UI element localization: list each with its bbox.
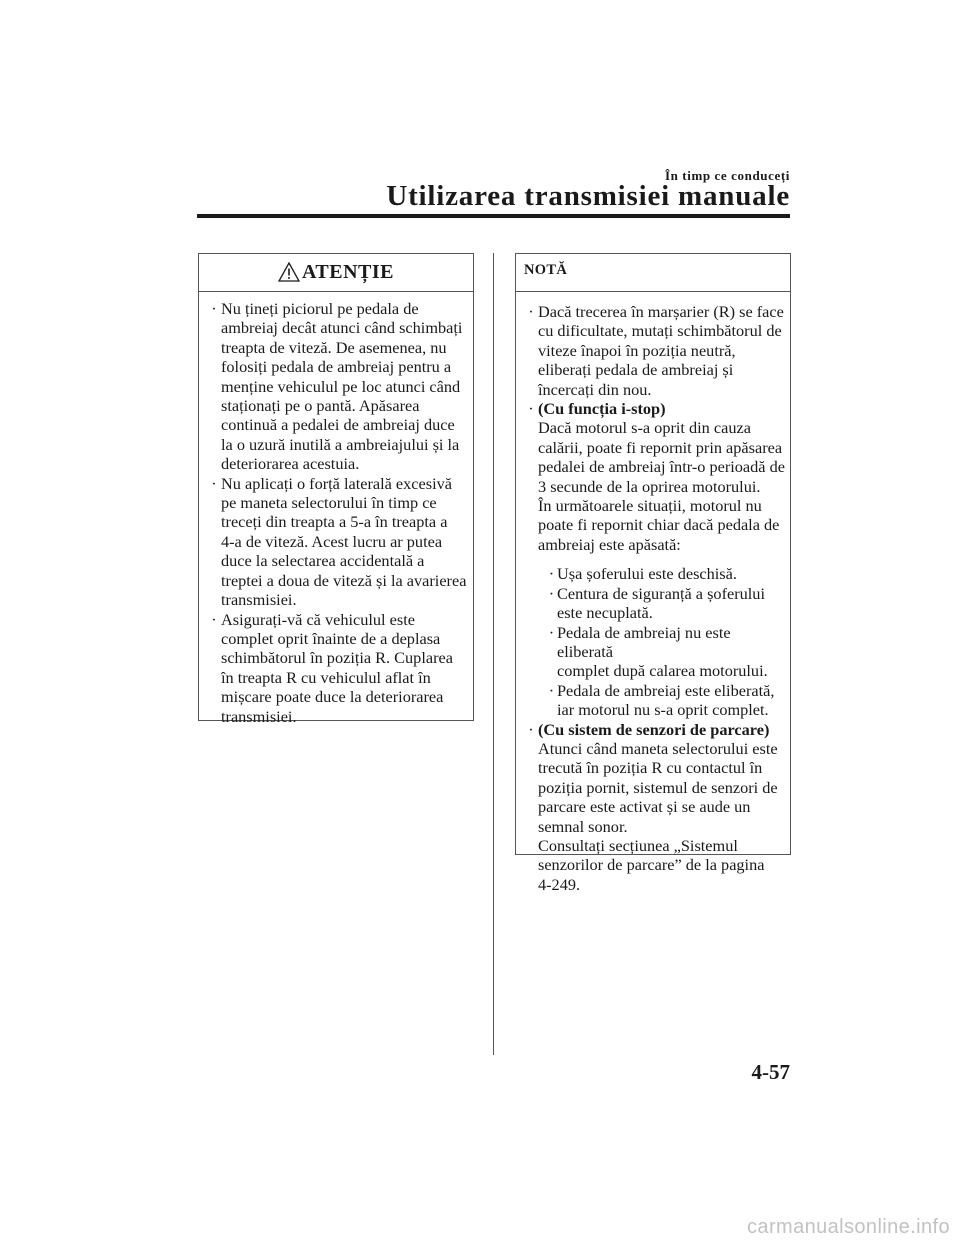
caution-header: [199, 254, 473, 292]
text-line: senzorilor de parcare” de la pagina: [538, 855, 765, 875]
text-line: la o uzură inutilă a ambreiajului și la: [221, 434, 460, 454]
text-line: Atunci când maneta selectorului este: [538, 738, 778, 758]
text-line: schimbătorul în poziția R. Cuplarea: [221, 648, 453, 668]
note-title: NOTĂ: [524, 262, 568, 278]
text-line: este necuplată.: [557, 603, 653, 623]
text-line: Dacă motorul s-a oprit din cauza: [538, 418, 751, 438]
text-line: calării, poate fi repornit prin apăsarea: [538, 437, 783, 457]
text-line: parcare este activat și se aude un: [538, 797, 751, 817]
bullet-icon: ·: [548, 564, 555, 584]
warning-triangle-icon: [278, 262, 300, 282]
bullet-icon: ·: [211, 299, 217, 318]
text-line: treceți din treapta a 5-a în treapta a: [221, 512, 448, 532]
header-rule: [197, 214, 790, 218]
text-line: eliberați pedala de ambreiaj și: [538, 360, 734, 380]
bullet-icon: ·: [211, 473, 217, 493]
note-item: [524, 302, 786, 399]
text-line: transmisiei.: [221, 590, 297, 610]
note-header: [516, 254, 790, 292]
text-line: continuă a pedalei de ambreiaj duce: [221, 415, 455, 435]
bullet-icon: ·: [528, 719, 534, 739]
bullet-icon: ·: [548, 583, 555, 603]
text-line: Centura de siguranță a șoferului: [557, 583, 765, 603]
text-line: viteze înapoi în poziția neutră,: [538, 340, 736, 360]
caution-item: [207, 474, 467, 610]
bullet-icon: ·: [528, 302, 534, 321]
text-line: încercați din nou.: [538, 379, 652, 399]
bullet-icon: ·: [211, 609, 217, 629]
text-line: Asigurați-vă că vehiculul este: [221, 609, 415, 629]
text-line: Ușa șoferului este deschisă.: [557, 564, 737, 584]
note-item: [524, 720, 786, 895]
sub-item: [546, 584, 782, 623]
sub-list: [538, 554, 786, 719]
text-line: în treapta R cu vehiculul aflat în: [221, 667, 431, 687]
text-line: semnal sonor.: [538, 816, 628, 836]
text-line: Dacă trecerea în marșarier (R) se face: [538, 302, 784, 321]
note-item-heading: (Cu sistem de senzori de parcare): [538, 719, 770, 739]
page-number: 4-57: [751, 1060, 790, 1084]
text-line: Consultați secțiunea „Sistemul: [538, 835, 738, 855]
text-line: 4-249.: [538, 874, 581, 894]
text-line: 4-a de viteză. Acest lucru ar putea: [221, 531, 443, 551]
note-item-heading: (Cu funcția i-stop): [538, 399, 666, 419]
page-title: Utilizarea transmisiei manuale: [386, 180, 790, 212]
sub-item: [546, 623, 782, 681]
text-line: pe maneta selectorului în timp ce: [221, 493, 437, 513]
text-line: trecută în poziția R cu contactul în: [538, 758, 763, 778]
sub-item: [546, 564, 782, 583]
note-item: [524, 399, 786, 720]
text-line: poziția pornit, sistemul de senzori de: [538, 777, 778, 797]
watermark: carmanualsonline.info: [747, 1216, 950, 1238]
text-line: treptei a doua de viteză și la avarierea: [221, 570, 467, 590]
text-line: ambreiaj este apăsată:: [538, 534, 681, 554]
text-line: folosiți pedala de ambreiaj pentru a: [221, 357, 452, 377]
text-line: poate fi repornit chiar dacă pedala de: [538, 515, 780, 535]
text-line: pedalei de ambreiaj într-o perioadă de: [538, 457, 785, 477]
text-line: cu dificultate, mutați schimbătorul de: [538, 321, 782, 341]
text-line: Pedala de ambreiaj nu este eliberată: [557, 622, 731, 661]
bullet-icon: ·: [528, 399, 534, 419]
column-divider: [493, 253, 494, 1055]
text-line: complet după calarea motorului.: [557, 661, 768, 681]
note-box: [515, 253, 791, 894]
text-line: menține vehiculul pe loc atunci când: [221, 376, 461, 396]
text-line: transmisiei.: [221, 706, 297, 726]
text-line: treapta de viteză. De asemenea, nu: [221, 337, 447, 357]
text-line: 3 secunde de la oprirea motorului.: [538, 476, 761, 496]
text-line: complet oprit înainte de a deplasa: [221, 628, 441, 648]
bullet-icon: ·: [548, 680, 555, 700]
caution-item: [207, 299, 467, 474]
text-line: Pedala de ambreiaj este eliberată,: [557, 680, 775, 700]
text-line: mișcare poate duce la deteriorarea: [221, 687, 444, 707]
bullet-icon: ·: [548, 622, 555, 642]
caution-title: ATENȚIE: [301, 260, 395, 283]
text-line: staționați pe o pantă. Apăsarea: [221, 396, 420, 416]
text-line: În următoarele situații, motorul nu: [538, 496, 762, 516]
text-line: duce la selectarea accidentală a: [221, 551, 425, 571]
caution-box: [198, 253, 474, 726]
sub-item: [546, 681, 782, 720]
text-line: Nu aplicați o forță laterală excesivă: [221, 473, 452, 493]
text-line: iar motorul nu s-a oprit complet.: [557, 700, 769, 720]
text-line: deteriorarea acestuia.: [221, 454, 360, 474]
text-line: ambreiaj decât atunci când schimbați: [221, 318, 463, 338]
caution-item: [207, 610, 467, 726]
section-label: În timp ce conduceți: [664, 168, 790, 183]
text-line: Nu țineți piciorul pe pedala de: [221, 299, 419, 318]
